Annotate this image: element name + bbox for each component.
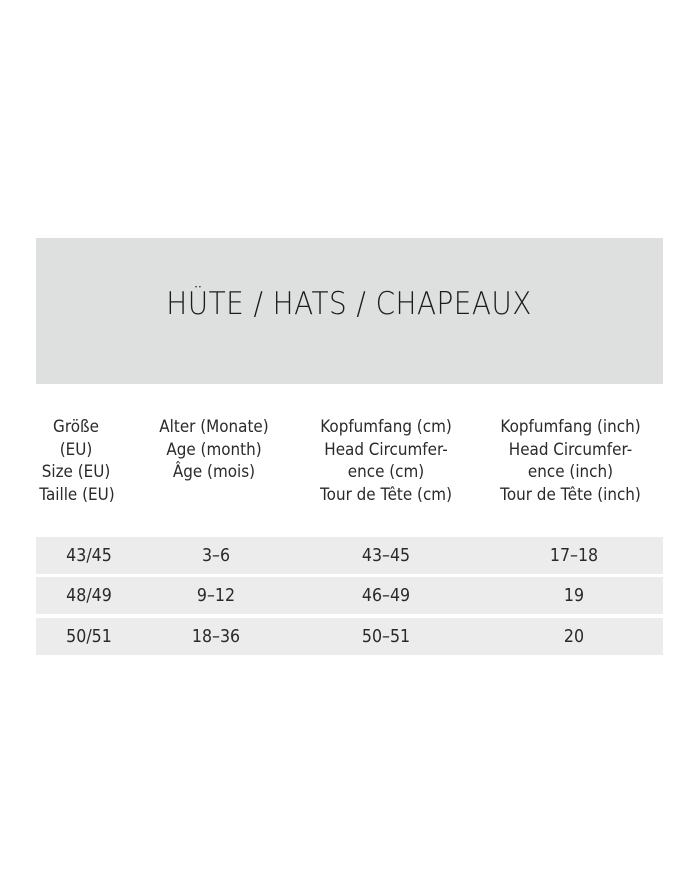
cell-head-cm: 46–49 bbox=[361, 585, 411, 606]
header-line: (EU) bbox=[59, 439, 93, 459]
header-head-circumference-cm bbox=[301, 416, 470, 506]
size-chart-title: HÜTE / HATS / CHAPEAUX bbox=[166, 286, 533, 322]
header-line: ence (cm) bbox=[347, 462, 425, 481]
header-line: Head Circumfer- bbox=[324, 439, 448, 459]
header-head-circumference-inch bbox=[485, 416, 655, 506]
cell-age: 9–12 bbox=[196, 585, 236, 606]
header-line: Taille (EU) bbox=[39, 484, 115, 504]
title-band bbox=[36, 238, 663, 384]
cell-age: 18–36 bbox=[191, 626, 241, 647]
cell-size: 48/49 bbox=[66, 585, 112, 606]
cell-head-cm: 43–45 bbox=[361, 545, 411, 566]
table-header bbox=[36, 416, 663, 512]
cell-head-inch: 17–18 bbox=[549, 545, 599, 566]
header-line: Kopfumfang (cm) bbox=[320, 417, 452, 436]
cell-age: 3–6 bbox=[201, 545, 231, 566]
header-size bbox=[39, 416, 113, 506]
header-age bbox=[150, 416, 279, 484]
table-row bbox=[36, 577, 663, 614]
header-line: Kopfumfang (inch) bbox=[500, 417, 641, 436]
header-line: Tour de Tête (inch) bbox=[500, 484, 641, 504]
header-line: Größe bbox=[53, 417, 99, 436]
header-line: Size (EU) bbox=[41, 462, 111, 481]
table-row bbox=[36, 537, 663, 574]
header-line: Âge (mois) bbox=[172, 462, 256, 481]
header-line: Head Circumfer- bbox=[508, 439, 633, 459]
header-line: Age (month) bbox=[166, 439, 262, 459]
header-line: Alter (Monate) bbox=[159, 417, 269, 436]
cell-size: 50/51 bbox=[66, 626, 112, 647]
table-row bbox=[36, 618, 663, 655]
cell-head-inch: 19 bbox=[563, 585, 585, 606]
cell-size: 43/45 bbox=[66, 545, 112, 566]
cell-head-cm: 50–51 bbox=[361, 626, 411, 647]
cell-head-inch: 20 bbox=[563, 626, 585, 647]
header-line: Tour de Tête (cm) bbox=[319, 484, 453, 504]
header-line: ence (inch) bbox=[527, 462, 614, 481]
